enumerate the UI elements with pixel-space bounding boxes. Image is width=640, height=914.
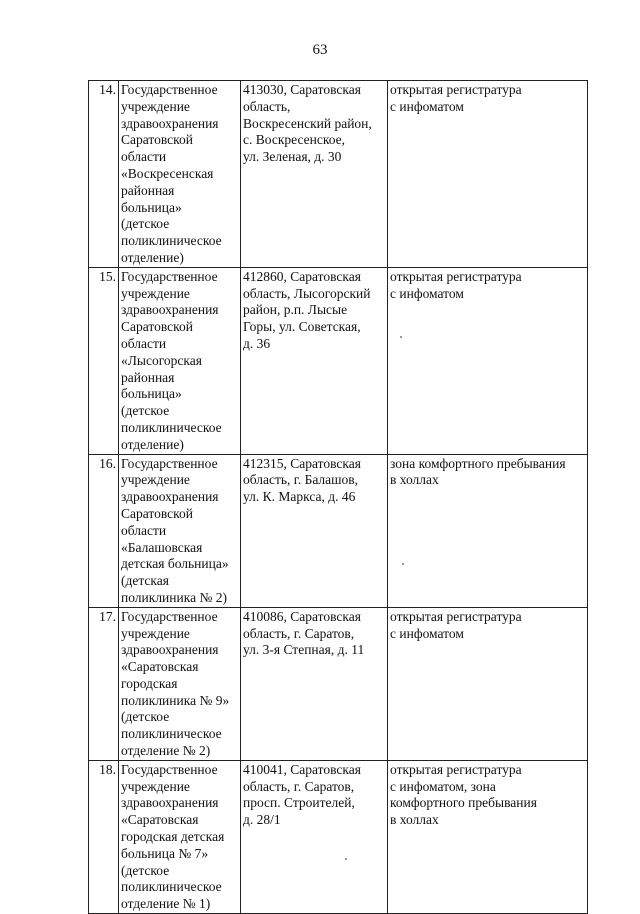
institution-name: Государственное учреждение здравоохранения Саратовской области «Лысогорская районная больница» (детское поликлиническое отделение) xyxy=(119,267,241,454)
page-number: 63 xyxy=(312,42,328,58)
institution-name: Государственное учреждение здравоохранения «Саратовская городская детская больница № 7» (детское поликлиническое отделение № 1) xyxy=(119,760,241,913)
row-number: 16. xyxy=(89,454,119,607)
row-number: 18. xyxy=(89,760,119,913)
facility-features: открытая регистратура с инфоматом, зона комфортного пребывания в холлах xyxy=(388,760,588,913)
institution-name: Государственное учреждение здравоохранения Саратовской области «Воскресенская районная больница» (детское поликлиническое отделение) xyxy=(119,81,241,268)
facility-features: зона комфортного пребывания в холлах xyxy=(388,454,588,607)
institution-address: 410041, Саратовская область, г. Саратов, просп. Строителей, д. 28/1 xyxy=(241,760,388,913)
scan-speck xyxy=(400,336,402,338)
institution-name: Государственное учреждение здравоохранения «Саратовская городская поликлиника № 9» (детское поликлиническое отделение № 2) xyxy=(119,607,241,760)
institutions-table xyxy=(88,80,588,914)
institution-address: 410086, Саратовская область, г. Саратов, ул. 3-я Степная, д. 11 xyxy=(241,607,388,760)
table-row xyxy=(89,81,588,268)
table-row xyxy=(89,454,588,607)
scan-speck xyxy=(345,858,347,860)
institution-name: Государственное учреждение здравоохранения Саратовской области «Балашовская детская больница» (детская поликлиника № 2) xyxy=(119,454,241,607)
institution-address: 413030, Саратовская область, Воскресенский район, с. Воскресенское, ул. Зеленая, д. 30 xyxy=(241,81,388,268)
table-row xyxy=(89,607,588,760)
institution-address: 412315, Саратовская область, г. Балашов, ул. К. Маркса, д. 46 xyxy=(241,454,388,607)
facility-features: открытая регистратура с инфоматом xyxy=(388,81,588,268)
facility-features: открытая регистратура с инфоматом xyxy=(388,267,588,454)
row-number: 14. xyxy=(89,81,119,268)
row-number: 17. xyxy=(89,607,119,760)
table-row xyxy=(89,267,588,454)
institution-address: 412860, Саратовская область, Лысогорский район, р.п. Лысые Горы, ул. Советская, д. 36 xyxy=(241,267,388,454)
facility-features: открытая регистратура с инфоматом xyxy=(388,607,588,760)
scan-speck xyxy=(402,563,404,565)
row-number: 15. xyxy=(89,267,119,454)
table-row xyxy=(89,760,588,913)
